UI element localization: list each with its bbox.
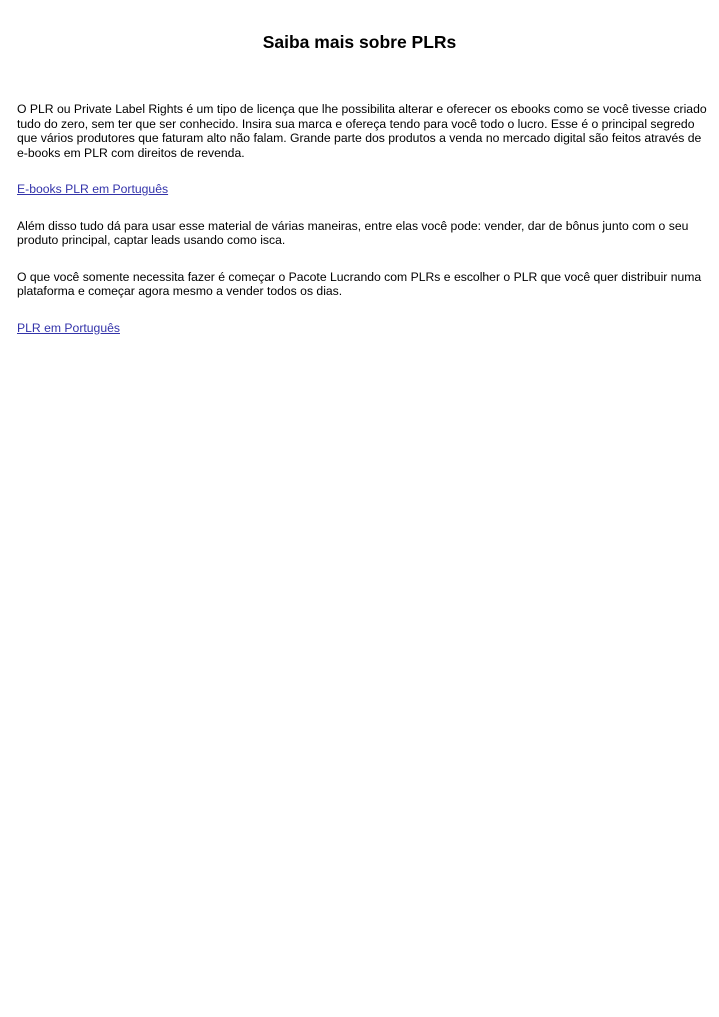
link-paragraph-plr (17, 321, 707, 336)
page-title: Saiba mais sobre PLRs (262, 32, 457, 52)
document-body (17, 102, 707, 335)
paragraph-plr-intro: O PLR ou Private Label Rights é um tipo de licença que lhe possibilita alterar e oferecer os ebooks como se você tivesse criado tudo do zero, sem ter que ser conhecido. Insira sua marca e ofereça tendo para você todo o lucro. Esse é o principal segredo que vários produtores que faturam alto não falam. Grande parte dos produtos a venda no mercado digital são feitos através de e-books em PLR com direitos de revenda. (17, 102, 707, 160)
ebooks-plr-link[interactable]: E-books PLR em Português (17, 182, 169, 196)
plr-portugues-link[interactable]: PLR em Português (17, 320, 120, 335)
paragraph-uses: Além disso tudo dá para usar esse material de várias maneiras, entre elas você pode: vender, dar de bônus junto com o seu produto principal, captar leads usando como isca. (17, 218, 689, 247)
paragraph-how-to-start: O que você somente necessita fazer é começar o Pacote Lucrando com PLRs e escolher o PLR que você quer distribuir numa plataforma e começar agora mesmo a vender todos os dias. (17, 269, 702, 298)
link-paragraph-ebooks (17, 182, 707, 197)
